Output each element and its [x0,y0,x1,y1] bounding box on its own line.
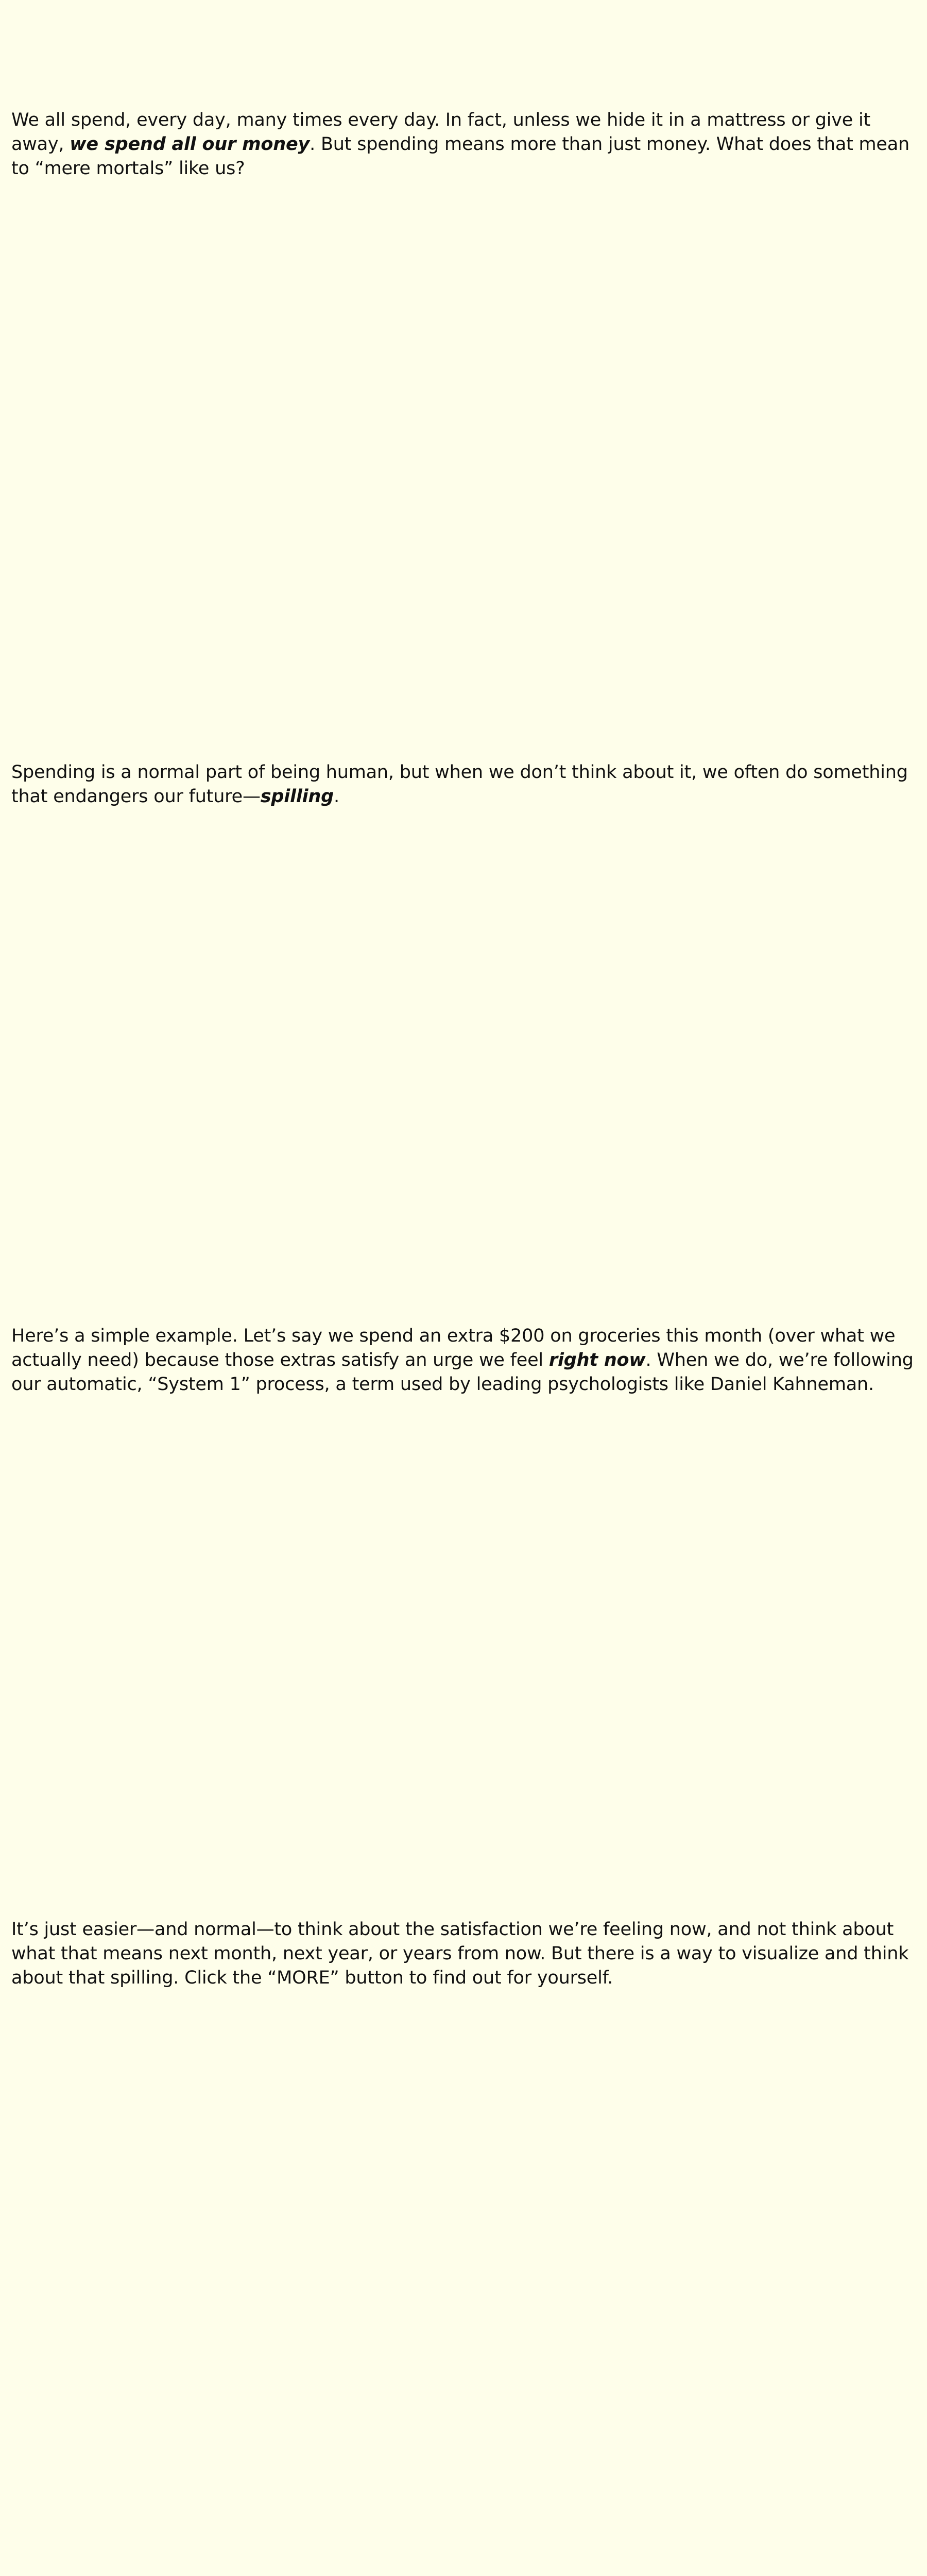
p1-emphasis: we spend all our money [70,134,310,155]
paragraph-example [11,1324,916,1397]
p2-text-b: . [334,786,339,807]
paragraph-spilling [11,760,916,809]
p1-text-b: . But spending means more than just money. What does that mean to “mere mortals” like us? [11,134,909,179]
p1-text-a: We all spend, every day, many times every day. In fact, unless we hide it in a mattress or give it away, [11,110,871,155]
paragraph-visualize: It’s just easier—and normal—to think about the satisfaction we’re feeling now, and not think about what that means next month, next year, or years from now. But there is a way to visualize and think about that spilling. Click the “MORE” button to find out for yourself. [11,1919,909,1988]
paragraph-spending-intro [11,108,916,181]
p2-emphasis: spilling [260,786,334,807]
p3-text-b: . When we do, we’re following our automatic, “System 1” process, a term used by leading psychologists like Daniel Kahneman. [11,1350,914,1395]
p2-text-a: Spending is a normal part of being human, but when we don’t think about it, we often do something that endangers our future— [11,762,908,807]
p3-emphasis: right now [548,1350,646,1370]
p3-text-a: Here’s a simple example. Let’s say we spend an extra $200 on groceries this month (over what we actually need) because those extras satisfy an urge we feel [11,1326,896,1370]
